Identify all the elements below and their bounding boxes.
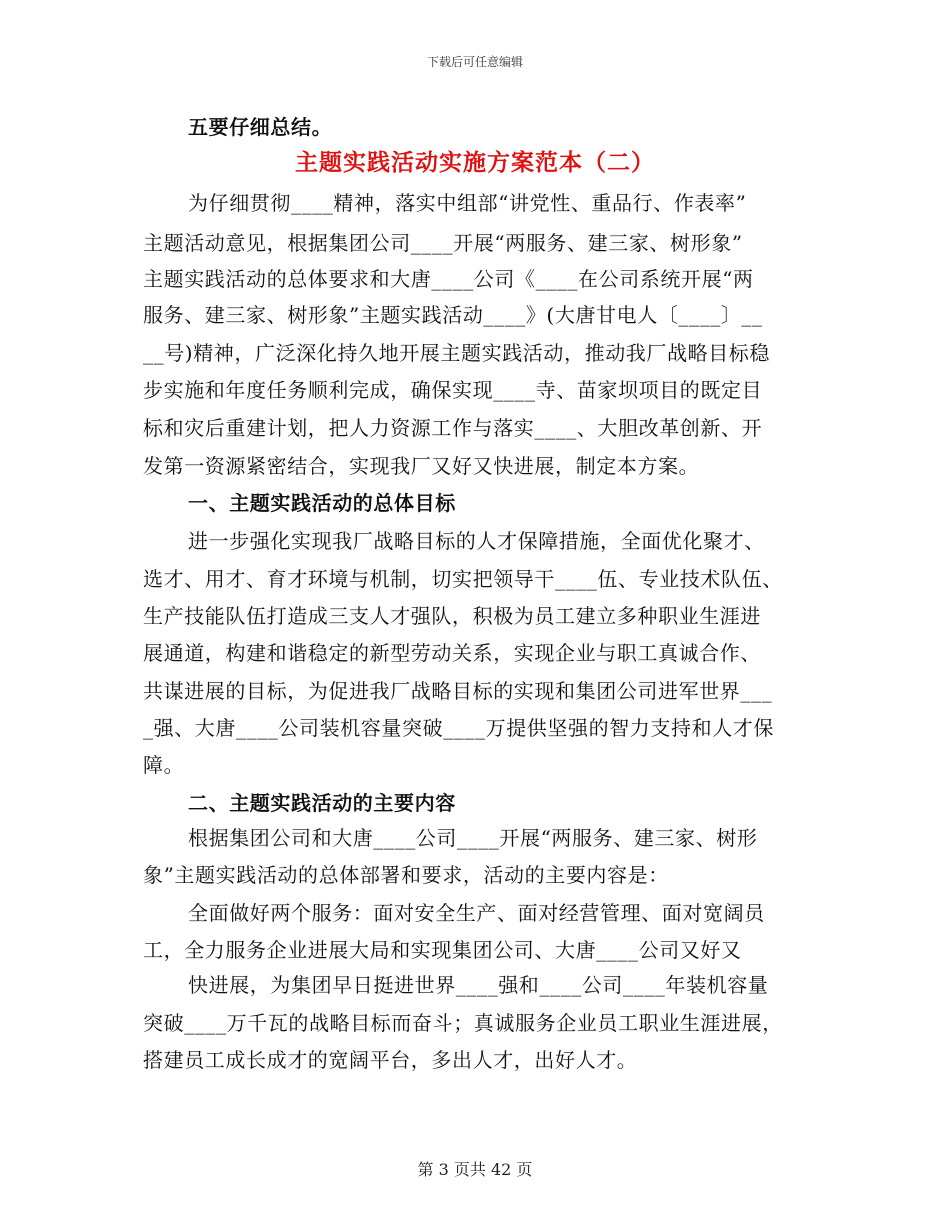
paragraph-line: 工，全力服务企业进展大局和实现集团公司、大唐____公司又好又 (143, 938, 742, 962)
paragraph-line: 生产技能队伍打造成三支人才强队，积极为员工建立多种职业生涯进 (143, 604, 761, 628)
paragraph-line: 发第一资源紧密结合，实现我厂又好又快进展，制定本方案。 (143, 454, 700, 478)
paragraph-line: 主题实践活动的总体要求和大唐____公司《____在公司系统开展“两 (143, 267, 754, 291)
paragraph-line: 突破____万千瓦的战略目标而奋斗；真诚服务企业员工职业生涯进展， (143, 1011, 783, 1035)
paragraph-line: 快进展，为集团早日挺进世界____强和____公司____年装机容量 (188, 973, 769, 997)
page-header: 下载后可任意编辑 (426, 55, 523, 69)
paragraph-line: 根据集团公司和大唐____公司____开展“两服务、建三家、树形 (188, 826, 758, 850)
paragraph-line: 障。 (143, 753, 185, 777)
document-title: 主题实践活动实施方案范本（二） (295, 150, 655, 176)
paragraph-line: 搭建员工成长成才的宽阔平台，多出人才，出好人才。 (143, 1048, 638, 1072)
paragraph-line: _强、大唐____公司装机容量突破____万提供坚强的智力支持和人才保 (143, 716, 774, 740)
paragraph-line: __号)精神，广泛深化持久地开展主题实践活动，推动我厂战略目标稳 (143, 341, 771, 365)
paragraph-line: 步实施和年度任务顺利完成，确保实现____寺、苗家坝项目的既定目 (143, 378, 763, 402)
page-footer: 第 3 页共 42 页 (417, 1160, 533, 1179)
paragraph-line: 选才、用才、育才环境与机制，切实把领导干____伍、专业技术队伍、 (143, 567, 783, 591)
paragraph-line: 象”主题实践活动的总体部署和要求，活动的主要内容是： (143, 863, 669, 887)
paragraph-line: 共谋进展的目标，为促进我厂战略目标的实现和集团公司进军世界___ (143, 679, 773, 703)
paragraph-line: 服务、建三家、树形象”主题实践活动____》(大唐甘电人〔____〕__ (143, 303, 763, 327)
paragraph-line: 标和灾后重建计划，把人力资源工作与落实____、大胆改革创新、开 (143, 416, 763, 440)
section-heading-goals: 一、主题实践活动的总体目标 (188, 491, 456, 515)
paragraph-line: 为仔细贯彻____精神，落实中组部“讲党性、重品行、作表率” (188, 191, 747, 215)
previous-section-ending: 五要仔细总结。 (188, 115, 333, 139)
section-heading-content: 二、主题实践活动的主要内容 (188, 791, 456, 815)
paragraph-line: 主题活动意见，根据集团公司____开展“两服务、建三家、树形象” (143, 231, 743, 255)
paragraph-line: 进一步强化实现我厂战略目标的人才保障措施，全面优化聚才、 (188, 529, 765, 553)
paragraph-line: 展通道，构建和谐稳定的新型劳动关系，实现企业与职工真诚合作、 (143, 641, 761, 665)
paragraph-line: 全面做好两个服务：面对安全生产、面对经营管理、面对宽阔员 (188, 901, 765, 925)
